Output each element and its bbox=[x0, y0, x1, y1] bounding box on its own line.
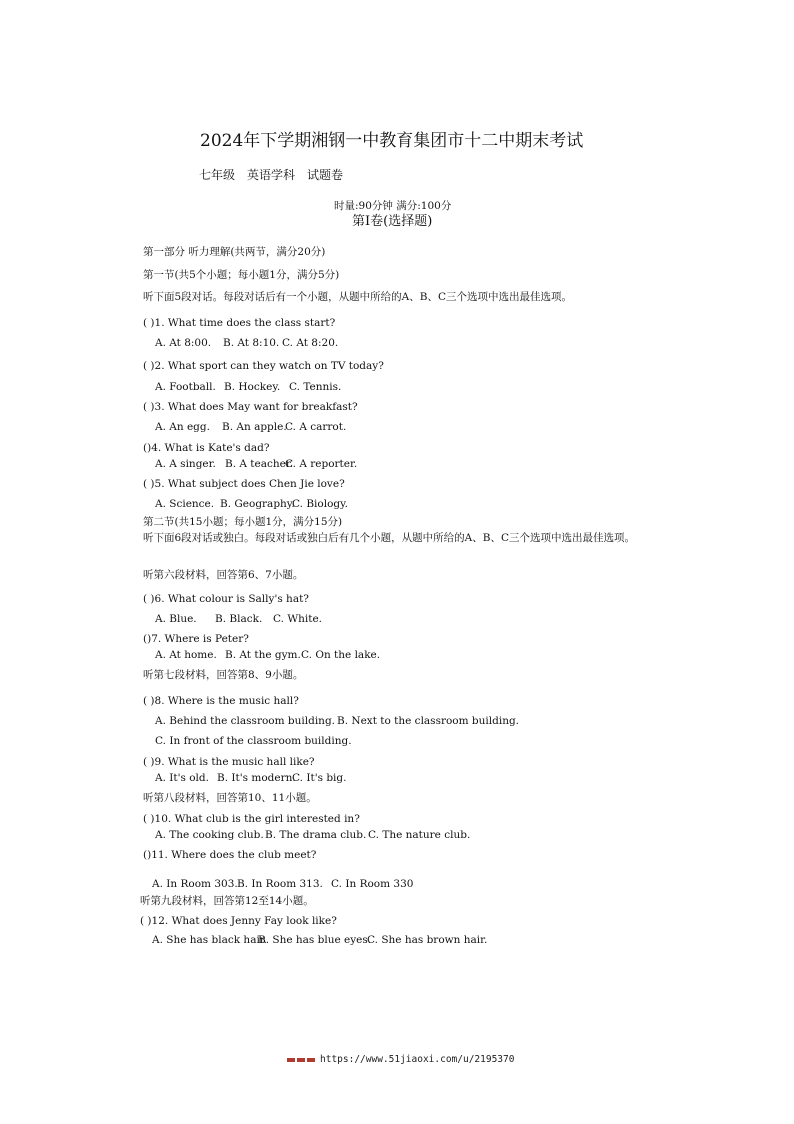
q5-option-c: C. Biology. bbox=[292, 498, 349, 510]
q8-option-c: C. In front of the classroom building. bbox=[155, 735, 352, 747]
time-info: 时量:90分钟 满分:100分 bbox=[334, 200, 452, 212]
question-12: ( )12. What does Jenny Fay look like? bbox=[140, 915, 337, 927]
q9-option-a: A. It's old. bbox=[155, 772, 209, 784]
part1-heading: 第一部分 听力理解(共两节，满分20分) bbox=[143, 246, 326, 258]
q1-option-b: B. At 8:10. bbox=[223, 337, 280, 349]
exam-subtitle: 七年级 英语学科 试题卷 bbox=[199, 168, 344, 182]
q1-option-c: C. At 8:20. bbox=[282, 337, 339, 349]
question-9: ( )9. What is the music hall like? bbox=[143, 756, 315, 768]
question-1: ( )1. What time does the class start? bbox=[143, 317, 336, 329]
q2-option-b: B. Hockey. bbox=[224, 381, 281, 393]
material-8-note: 听第八段材料，回答第10、11小题。 bbox=[143, 792, 317, 804]
q4-option-c: C. A reporter. bbox=[285, 458, 358, 470]
q9-option-b: B. It's modern. bbox=[217, 772, 296, 784]
question-10: ( )10. What club is the girl interested in? bbox=[143, 813, 360, 825]
material-9-note: 听第九段材料，回答第12至14小题。 bbox=[140, 895, 314, 907]
question-2: ( )2. What sport can they watch on TV today? bbox=[143, 360, 384, 372]
q12-option-a: A. She has black hair. bbox=[152, 934, 268, 946]
q6-option-b: B. Black. bbox=[215, 613, 263, 625]
section2-heading: 第二节(共15小题；每小题1分，满分15分) bbox=[143, 516, 343, 528]
q10-option-a: A. The cooking club. bbox=[155, 829, 264, 841]
q10-option-c: C. The nature club. bbox=[368, 829, 471, 841]
volume-heading: 第Ⅰ卷(选择题) bbox=[352, 214, 433, 229]
q12-option-b: B. She has blue eyes. bbox=[258, 934, 372, 946]
q11-option-c: C. In Room 330 bbox=[331, 878, 414, 890]
q1-option-a: A. At 8:00. bbox=[155, 337, 212, 349]
q8-option-a: A. Behind the classroom building. bbox=[155, 715, 335, 727]
section1-heading: 第一节(共5个小题；每小题1分，满分5分) bbox=[143, 269, 340, 281]
q9-option-c: C. It's big. bbox=[292, 772, 347, 784]
q5-option-b: B. Geography. bbox=[220, 498, 295, 510]
question-11: ()11. Where does the club meet? bbox=[143, 849, 317, 861]
question-5: ( )5. What subject does Chen Jie love? bbox=[143, 478, 345, 490]
q4-option-b: B. A teacher. bbox=[225, 458, 294, 470]
q7-option-b: B. At the gym. bbox=[225, 649, 301, 661]
q10-option-b: B. The drama club. bbox=[265, 829, 367, 841]
q4-option-a: A. A singer. bbox=[155, 458, 216, 470]
material-7-note: 听第七段材料，回答第8、9小题。 bbox=[143, 669, 304, 681]
site-logo-icon bbox=[287, 1057, 315, 1063]
exam-title: 2024年下学期湘钢一中教育集团市十二中期末考试 bbox=[200, 131, 584, 151]
q8-option-b: B. Next to the classroom building. bbox=[337, 715, 520, 727]
question-4: ()4. What is Kate's dad? bbox=[143, 442, 270, 454]
section1-instruction: 听下面5段对话。每段对话后有一个小题，从题中所给的A、B、C三个选项中选出最佳选项。 bbox=[143, 291, 573, 303]
q6-option-c: C. White. bbox=[273, 613, 323, 625]
question-8: ( )8. Where is the music hall? bbox=[143, 695, 299, 707]
section2-instruction: 听下面6段对话或独白。每段对话或独白后有几个小题，从题中所给的A、B、C三个选项中选出最佳选项。 bbox=[143, 532, 636, 544]
q6-option-a: A. Blue. bbox=[155, 613, 197, 625]
q12-option-c: C. She has brown hair. bbox=[367, 934, 488, 946]
q11-option-b: B. In Room 313. bbox=[237, 878, 323, 890]
q2-option-a: A. Football. bbox=[155, 381, 216, 393]
question-6: ( )6. What colour is Sally's hat? bbox=[143, 593, 309, 605]
material-6-note: 听第六段材料，回答第6、7小题。 bbox=[143, 569, 304, 581]
question-3: ( )3. What does May want for breakfast? bbox=[143, 401, 358, 413]
footer-url[interactable]: https://www.51jiaoxi.com/u/2195370 bbox=[320, 1054, 515, 1065]
q7-option-a: A. At home. bbox=[155, 649, 217, 661]
q7-option-c: C. On the lake. bbox=[301, 649, 381, 661]
q3-option-b: B. An apple. bbox=[222, 421, 287, 433]
q5-option-a: A. Science. bbox=[155, 498, 215, 510]
q11-option-a: A. In Room 303. bbox=[152, 878, 238, 890]
q2-option-c: C. Tennis. bbox=[289, 381, 342, 393]
q3-option-a: A. An egg. bbox=[155, 421, 210, 433]
question-7: ()7. Where is Peter? bbox=[143, 633, 249, 645]
q3-option-c: C. A carrot. bbox=[285, 421, 347, 433]
